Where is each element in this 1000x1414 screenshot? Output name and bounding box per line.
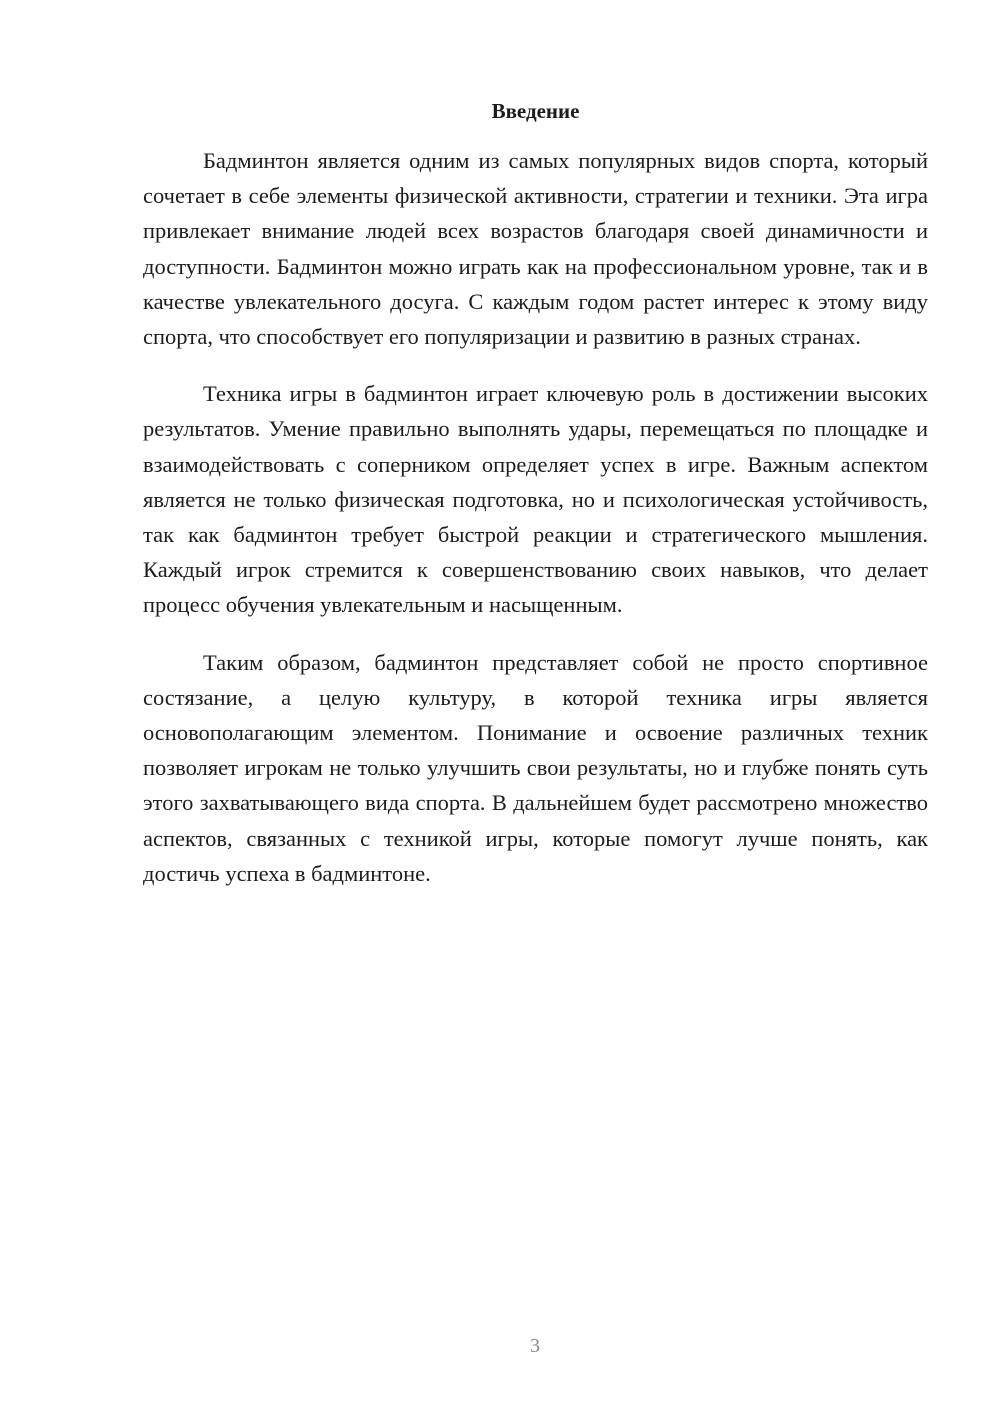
paragraph-2: Техника игры в бадминтон играет ключевую роль в достижении высоких результатов. Умение правильно выполнять удары, перемещаться по площадке и взаимодействовать с соперником определяет успех в игре. Важным аспектом является не только физическая подготовка, но и психологическая устойчивость, так как бадминтон требует быстрой реакции и стратегического мышления. Каждый игрок стремится к совершенствованию своих навыков, что делает процесс обучения увлекательным и насыщенным. — [143, 381, 928, 618]
page-number: 3 — [530, 1335, 540, 1357]
section-heading: Введение — [491, 99, 580, 123]
body-text — [143, 143, 928, 913]
paragraph-1: Бадминтон является одним из самых популярных видов спорта, который сочетает в себе элементы физической активности, стратегии и техники. Эта игра привлекает внимание людей всех возрастов благодаря своей динамичности и доступности. Бадминтон можно играть как на профессиональном уровне, так и в качестве увлекательного досуга. С каждым годом растет интерес к этому виду спорта, что способствует его популяризации и развитию в разных странах. — [143, 148, 928, 350]
paragraph-3: Таким образом, бадминтон представляет собой не просто спортивное состязание, а целую культуру, в которой техника игры является основополагающим элементом. Понимание и освоение различных техник позволяет игрокам не только улучшить свои результаты, но и глубже понять суть этого захватывающего вида спорта. В дальнейшем будет рассмотрено множество аспектов, связанных с техникой игры, которые помогут лучше понять, как достичь успеха в бадминтоне. — [143, 649, 928, 886]
